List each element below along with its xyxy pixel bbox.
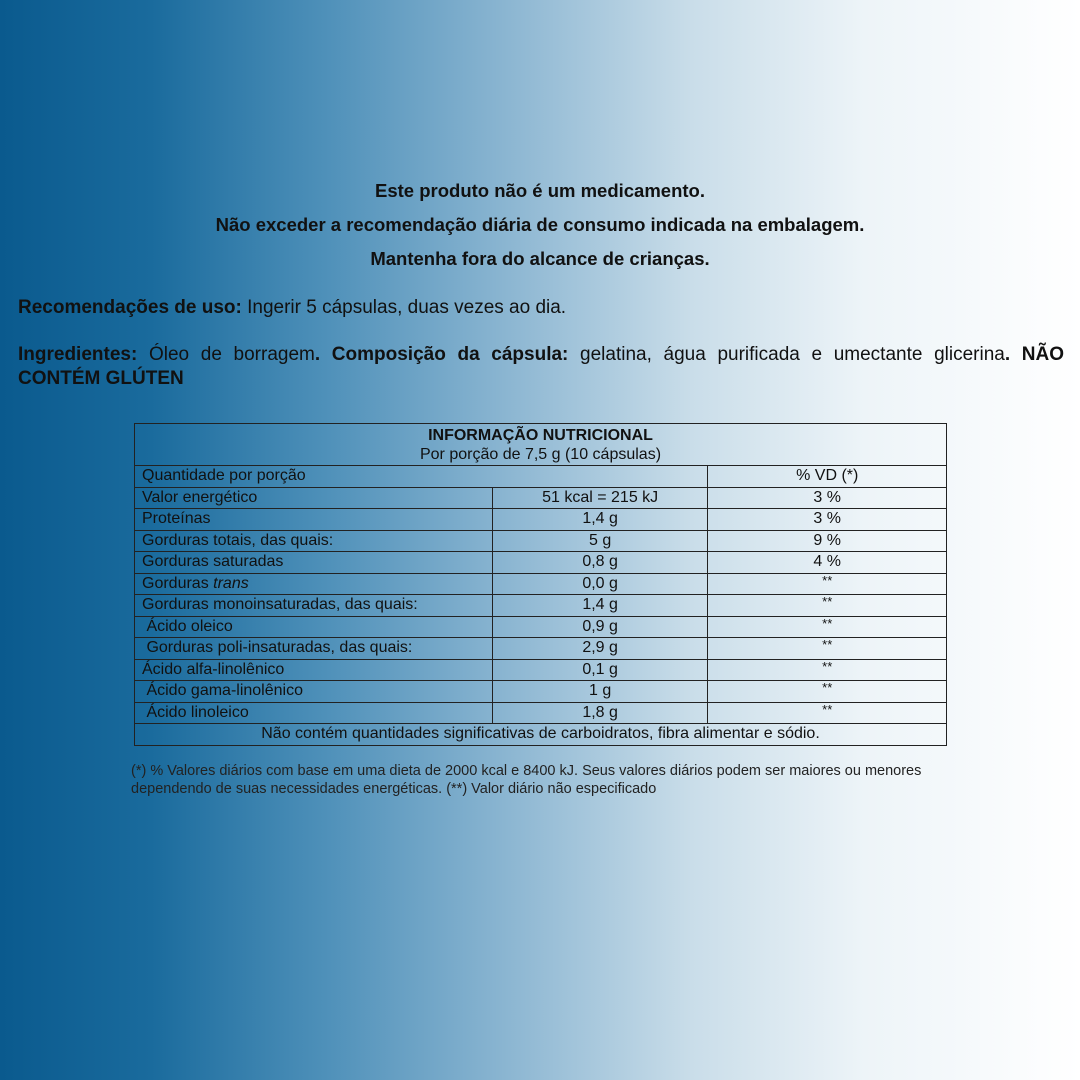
nutrition-header-row: [135, 424, 947, 466]
nutrition-footer-row: [135, 724, 947, 746]
nutrient-amount: 1,8 g: [492, 702, 708, 724]
table-row: [135, 530, 947, 552]
nutrition-header: [135, 424, 947, 466]
nutrient-amount: 0,1 g: [492, 659, 708, 681]
usage-text: Ingerir 5 cápsulas, duas vezes ao dia.: [241, 297, 567, 318]
warning-line: Mantenha fora do alcance de crianças.: [370, 248, 710, 269]
column-header-row: [135, 466, 947, 488]
column-quantity: Quantidade por porção: [135, 466, 708, 488]
table-row: [135, 487, 947, 509]
nutrient-name: Gorduras saturadas: [135, 552, 493, 574]
table-row: [135, 616, 947, 638]
ingredients-period: .: [314, 344, 321, 365]
capsule-text: gelatina, água purificada e umectante glicerina: [568, 344, 1005, 365]
gluten-warning: NÃO CONTÉM GLÚTEN: [18, 344, 1064, 389]
nutrient-name-italic: trans: [213, 574, 249, 592]
usage-label: Recomendações de uso:: [18, 297, 242, 318]
ingredients-paragraph: [18, 343, 1064, 391]
nutrient-name: Ácido gama-linolênico: [135, 681, 493, 703]
nutrient-vd: **: [708, 595, 947, 617]
table-row: [135, 509, 947, 531]
table-row: [135, 681, 947, 703]
nutrition-footer: Não contém quantidades significativas de carboidratos, fibra alimentar e sódio.: [135, 724, 947, 746]
nutrient-vd: **: [708, 702, 947, 724]
nutrient-vd: 3 %: [708, 487, 947, 509]
nutrient-name-text: Gorduras: [142, 574, 214, 592]
nutrient-name: Proteínas: [135, 509, 493, 531]
nutrient-name: Valor energético: [135, 487, 493, 509]
nutrient-vd: **: [708, 681, 947, 703]
nutrition-table: [134, 423, 947, 746]
table-row: [135, 659, 947, 681]
nutrient-vd: 4 %: [708, 552, 947, 574]
warning-line: Não exceder a recomendação diária de consumo indicada na embalagem.: [215, 214, 865, 235]
nutrient-name: Gorduras totais, das quais:: [135, 530, 493, 552]
ingredients-label: Ingredientes:: [18, 344, 138, 365]
nutrient-name: Gorduras poli-insaturadas, das quais:: [135, 638, 493, 660]
nutrient-name: [135, 573, 493, 595]
nutrient-amount: 1,4 g: [492, 595, 708, 617]
table-row: [135, 595, 947, 617]
warning-line: Este produto não é um medicamento.: [375, 180, 705, 201]
ingredients-text: Óleo de borragem: [137, 344, 315, 365]
nutrient-amount: 51 kcal = 215 kJ: [492, 487, 708, 509]
nutrition-title: INFORMAÇÃO NUTRICIONAL: [428, 427, 653, 444]
nutrient-amount: 0,8 g: [492, 552, 708, 574]
nutrient-vd: **: [708, 616, 947, 638]
nutrient-amount: 2,9 g: [492, 638, 708, 660]
footnote: (*) % Valores diários com base em uma dieta de 2000 kcal e 8400 kJ. Seus valores diários podem ser maiores ou menores dependendo de suas necessidades energéticas. (**) Valor diário não especificado: [131, 763, 922, 797]
nutrient-name: Ácido alfa-linolênico: [135, 659, 493, 681]
capsule-label: Composição da cápsula:: [320, 344, 569, 365]
table-row: [135, 702, 947, 724]
nutrient-vd: **: [708, 573, 947, 595]
nutrient-name: Ácido oleico: [135, 616, 493, 638]
nutrient-amount: 0,9 g: [492, 616, 708, 638]
column-vd: % VD (*): [708, 466, 947, 488]
usage-recommendation: [18, 296, 1064, 320]
warnings-block: [0, 174, 1080, 276]
nutrient-amount: 1,4 g: [492, 509, 708, 531]
nutrient-name: Ácido linoleico: [135, 702, 493, 724]
nutrition-portion: Por porção de 7,5 g (10 cápsulas): [419, 446, 662, 463]
table-row: [135, 552, 947, 574]
nutrient-amount: 1 g: [492, 681, 708, 703]
nutrient-name: Gorduras monoinsaturadas, das quais:: [135, 595, 493, 617]
nutrient-vd: 9 %: [708, 530, 947, 552]
nutrient-amount: 0,0 g: [492, 573, 708, 595]
nutrient-amount: 5 g: [492, 530, 708, 552]
nutrient-vd: 3 %: [708, 509, 947, 531]
nutrient-vd: **: [708, 638, 947, 660]
capsule-period: .: [1004, 344, 1011, 365]
table-row: [135, 573, 947, 595]
table-row: [135, 638, 947, 660]
nutrient-vd: **: [708, 659, 947, 681]
